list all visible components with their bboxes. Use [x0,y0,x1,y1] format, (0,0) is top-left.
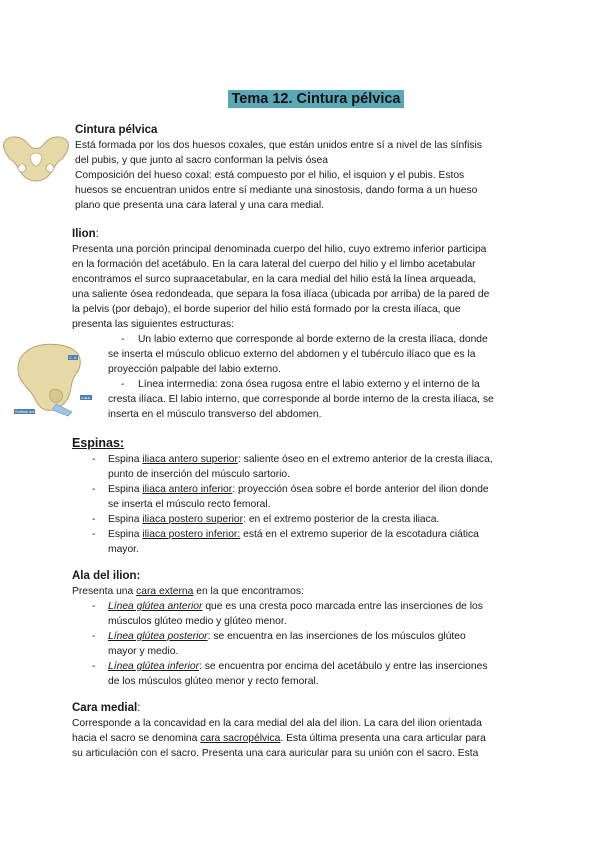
ala-item: Línea glútea anterior que es una cresta poco marcada entre las inserciones de los [108,601,483,612]
ala-item-cont: músculos glúteo medio y glúteo menor. [108,616,287,627]
pelvis-image [0,132,72,184]
ala-item-cont: mayor y medio. [108,646,179,657]
ilion-item-line: Línea intermedia: zona ósea rugosa entre el labio externo y el interno de la [138,379,480,390]
list-bullet: - [92,514,96,525]
list-bullet: - [121,334,125,345]
coxal-bone-image [12,340,100,420]
cintura-heading: Cintura pélvica [75,124,158,136]
ala-item-cont: de los músculos glúteo menor y recto femoral. [108,676,319,687]
cintura-line: Composición del hueso coxal: está compuesto por el hilio, el isquion y el pubis. Estos [75,170,465,181]
cara-medial-heading: Cara medial: [72,702,141,714]
ilion-line: Presenta una porción principal denominada cuerpo del hilio, cuyo extremo inferior participa [72,244,487,255]
ilion-item-line: cresta ilíaca. El labio interno, que corresponde al borde interno de la cresta ilíaca, se [108,394,494,405]
espina-item: Espina iliaca postero superior: en el extremo posterior de la cresta iliaca. [108,514,440,525]
ilion-item-line: se inserta el músculo oblicuo externo del abdomen y el tubérculo ilíaco que es la [108,349,476,360]
list-bullet: - [92,454,96,465]
list-bullet: - [92,631,96,642]
ilion-line: una saliente ósea redondeada, que separa la fosa ilíaca (ubicada por arriba) de la pared de [72,289,490,300]
ala-item: Línea glútea inferior: se encuentra por encima del acetábulo y entre las inserciones [108,661,488,672]
ala-intro: Presenta una cara externa en la que encontramos: [72,586,304,597]
cara-medial-line: su articulación con el sacro. Presenta una cara auricular para su unión con el sacro. Esta [72,748,479,759]
ilion-line: en la formación del acetábulo. En la cara lateral del cuerpo del hilio y el limbo acetabular [72,259,476,270]
cintura-line: Está formada por los dos huesos coxales, que están unidos entre sí a nivel de las sínfisis [75,140,482,151]
espina-item: Espina iliaca postero inferior: está en el extremo superior de la escotadura ciática [108,529,479,540]
cara-medial-line: Corresponde a la concavidad en la cara medial del ala del ilion. La cara del ilion orientada [72,718,482,729]
ilion-item-line: proyección palpable del labio externo. [108,364,281,375]
espinas-heading: Espinas: [72,436,125,450]
cintura-line: huesos se encuentran unidos entre sí mediante una sinostosis, dando forma a un hueso [75,185,478,196]
ilion-item-line: Un labio externo que corresponde al borde externo de la cresta ilíaca, donde [138,334,488,345]
ilion-line: presenta las siguientes estructuras: [72,319,234,330]
ilion-line: la pelvis (por debajo), el borde superior del hilio está formado por la cresta ilíaca, que [72,304,461,315]
list-bullet: - [121,379,125,390]
espina-item: Espina iliaca antero inferior: proyección ósea sobre el borde anterior del ilion donde [108,484,489,495]
cara-medial-line: hacia el sacro se denomina cara sacropélvica. Esta última presenta una cara articular para [72,733,486,744]
espina-item-cont: mayor. [108,544,139,555]
cintura-line: plano que presenta una cara lateral y una cara medial. [75,200,325,211]
list-bullet: - [92,484,96,495]
cintura-line: del pubis, y que junto al sacro conforman la pelvis ósea [75,155,328,166]
ala-item: Línea glútea posterior: se encuentra en las inserciones de los músculos glúteo [108,631,466,642]
image-label: C. il. [69,355,77,360]
list-bullet: - [92,601,96,612]
page-title: Tema 12. Cintura pélvica [228,90,405,108]
espina-item-cont: punto de inserción del músculo sartorio. [108,469,291,480]
ilion-heading: Ilion: [72,228,99,240]
list-bullet: - [92,529,96,540]
espina-item-cont: se inserta el músculo recto femoral. [108,499,271,510]
ilion-item-line: inserta en el músculo transverso del abdomen. [108,409,322,420]
list-bullet: - [92,661,96,672]
image-label: Sínfisis del [15,409,35,414]
ala-heading: Ala del ilion: [72,570,141,582]
image-label: c.aur. [81,395,91,400]
espina-item: Espina iliaca antero superior: saliente óseo en el extremo anterior de la cresta iliaca, [108,454,493,465]
ilion-line: encontramos el surco supraacetabular, en la cara medial del hilio está la línea arqueada, [72,274,477,285]
